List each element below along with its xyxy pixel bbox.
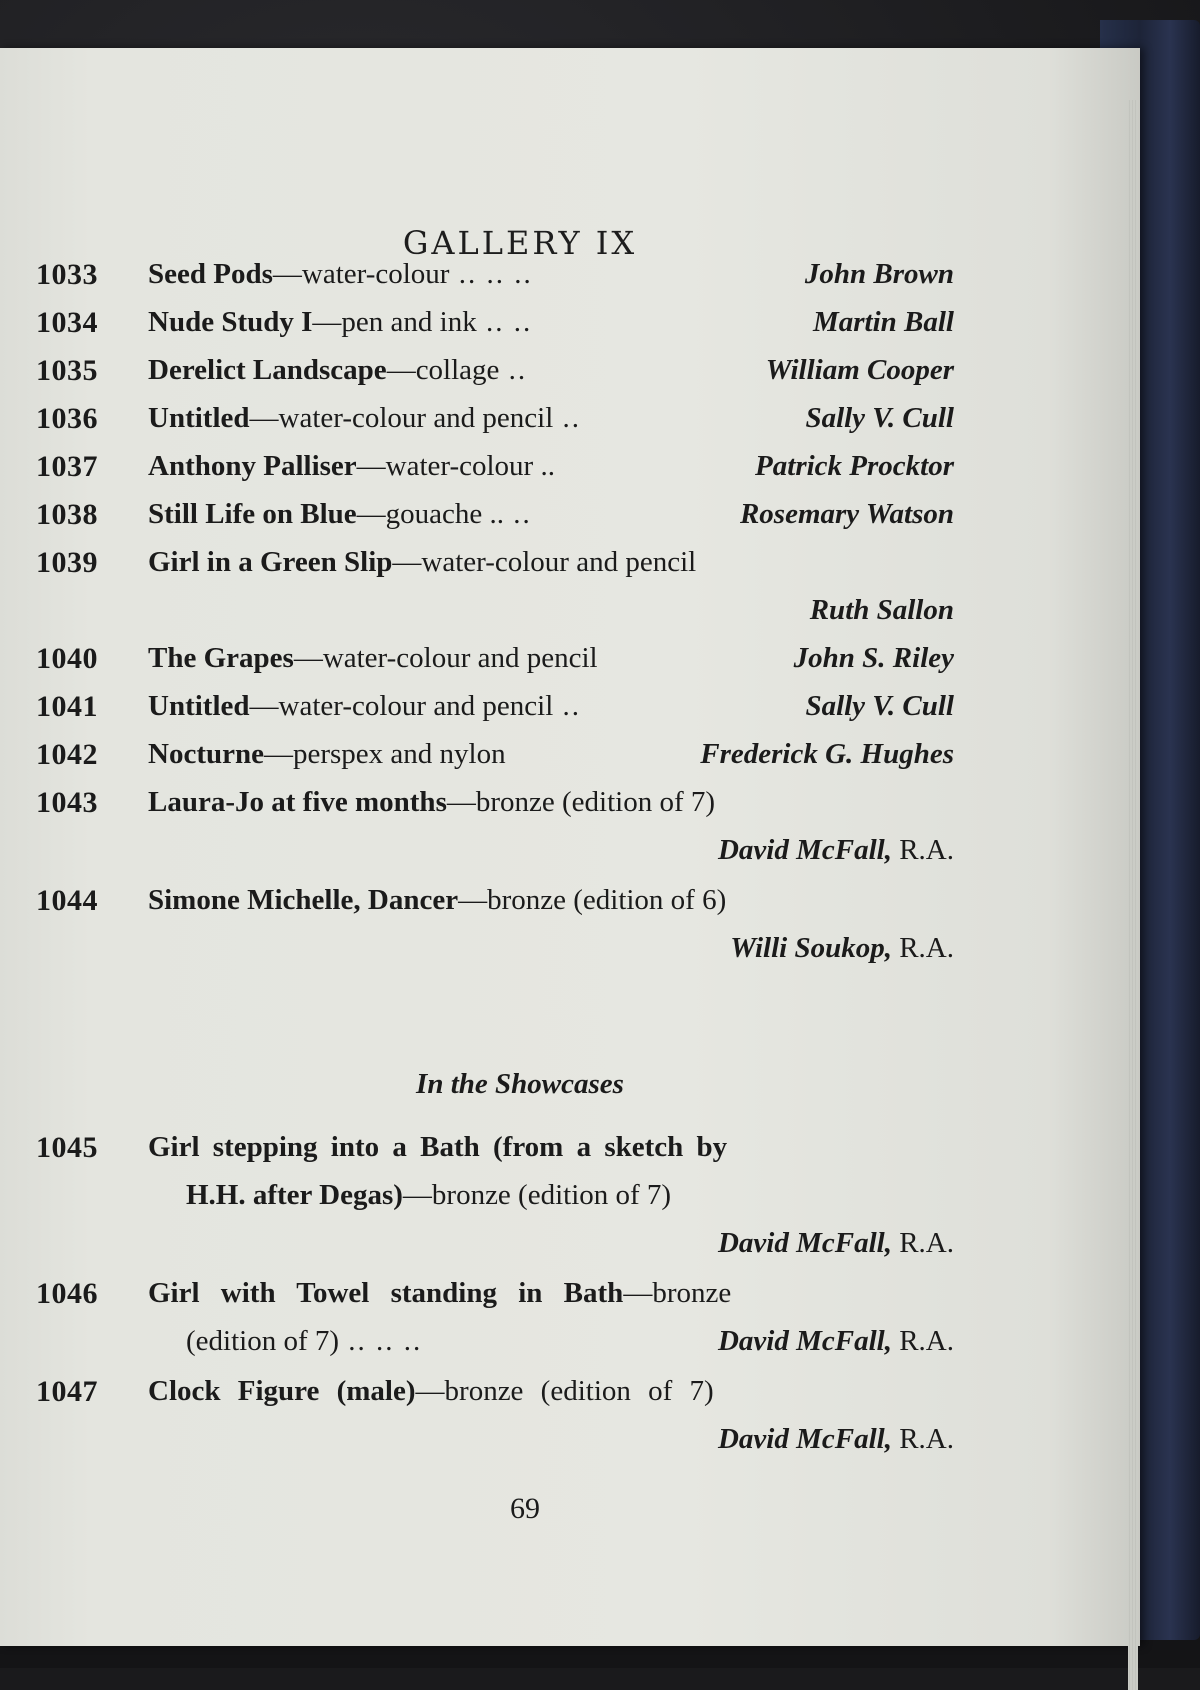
entry-artist xyxy=(730,932,954,965)
entry-line xyxy=(148,884,726,917)
entry-leaders: .. xyxy=(553,690,582,722)
entry-medium: —water-colour and pencil xyxy=(249,690,554,722)
entry-line xyxy=(148,1277,731,1310)
entry-line-continued xyxy=(186,1325,422,1358)
entry-leaders: .. xyxy=(553,402,582,434)
entry-artist: Patrick Procktor xyxy=(755,450,954,482)
entry-line xyxy=(148,1375,714,1408)
entry-leaders: .. .. .. xyxy=(339,1325,423,1357)
entry-number: 1035 xyxy=(36,354,98,387)
entry-artist: Sally V. Cull xyxy=(805,690,954,722)
entry-artist: Martin Ball xyxy=(812,306,954,338)
entry-edition: (edition of 7) xyxy=(186,1325,340,1357)
entry-medium: —water-colour xyxy=(272,258,450,290)
entry-line xyxy=(148,690,581,723)
entry-line xyxy=(148,786,715,819)
entry-line xyxy=(148,258,533,291)
entry-number: 1040 xyxy=(36,642,98,675)
entry-title: Girl stepping into a Bath (from a sketch by xyxy=(148,1131,728,1163)
artist-name: David McFall, xyxy=(717,1325,892,1357)
entry-title: Laura-Jo at five months xyxy=(148,786,447,818)
entry-leaders: .. xyxy=(499,354,528,386)
entry-line xyxy=(148,546,696,579)
artist-name: Willi Soukop, xyxy=(730,932,892,964)
entry-line xyxy=(148,1131,727,1164)
artist-honour: R.A. xyxy=(891,1325,954,1357)
entry-medium: —bronze (edition of 7) xyxy=(415,1375,714,1407)
entry-leaders: .. .. .. xyxy=(449,258,533,290)
entry-artist: Ruth Sallon xyxy=(809,594,954,626)
entry-title: Nude Study I xyxy=(148,306,313,338)
section-heading: In the Showcases xyxy=(416,1068,624,1100)
entry-medium: —bronze (edition of 7) xyxy=(402,1179,672,1211)
entry-title: Seed Pods xyxy=(148,258,273,290)
entry-medium: —water-colour .. xyxy=(356,450,555,482)
entry-title: Simone Michelle, Dancer xyxy=(148,884,459,916)
entry-medium: —bronze xyxy=(623,1277,732,1309)
entry-medium: —water-colour and pencil xyxy=(293,642,598,674)
artist-honour: R.A. xyxy=(891,932,954,964)
page-title: GALLERY IX xyxy=(402,224,638,262)
entry-medium: —water-colour and pencil xyxy=(249,402,554,434)
entry-line xyxy=(148,402,581,435)
entry-title: Nocturne xyxy=(148,738,264,770)
entry-number: 1039 xyxy=(36,546,98,579)
entry-number: 1047 xyxy=(36,1375,98,1408)
entry-number: 1036 xyxy=(36,402,98,435)
entry-title: Still Life on Blue xyxy=(148,498,357,530)
artist-honour: R.A. xyxy=(891,1423,954,1455)
entry-artist xyxy=(718,834,954,867)
entry-line xyxy=(148,738,506,771)
entry-title: Clock Figure (male) xyxy=(148,1375,416,1407)
page-number: 69 xyxy=(510,1492,540,1525)
entry-artist xyxy=(718,1227,954,1260)
entry-line xyxy=(148,450,555,483)
entry-title: The Grapes xyxy=(148,642,294,674)
entry-number: 1044 xyxy=(36,884,98,917)
entry-title: Girl in a Green Slip xyxy=(148,546,393,578)
entry-artist: Sally V. Cull xyxy=(805,402,954,434)
artist-name: David McFall, xyxy=(717,834,892,866)
book-page xyxy=(0,48,1140,1646)
entry-number: 1033 xyxy=(36,258,98,291)
artist-honour: R.A. xyxy=(891,1227,954,1259)
entry-title: Girl with Towel standing in Bath xyxy=(148,1277,624,1309)
entry-line xyxy=(148,354,527,387)
entry-line xyxy=(148,642,598,675)
artist-name: David McFall, xyxy=(717,1227,892,1259)
entry-medium: —pen and ink xyxy=(312,306,477,338)
entry-medium: —gouache .. xyxy=(356,498,505,530)
entry-leaders: .. xyxy=(504,498,532,530)
entry-title: Untitled xyxy=(148,402,250,434)
entry-title: Derelict Landscape xyxy=(148,354,387,386)
entry-medium: —bronze (edition of 6) xyxy=(458,884,727,916)
entry-artist: William Cooper xyxy=(765,354,954,386)
entry-line xyxy=(148,498,532,531)
entry-title: Untitled xyxy=(148,690,250,722)
entry-artist xyxy=(718,1423,954,1456)
entry-number: 1041 xyxy=(36,690,98,723)
artist-honour: R.A. xyxy=(891,834,954,866)
entry-number: 1043 xyxy=(36,786,98,819)
entry-medium: —water-colour and pencil xyxy=(392,546,697,578)
entry-number: 1038 xyxy=(36,498,98,531)
entry-medium: —bronze (edition of 7) xyxy=(446,786,716,818)
entry-line xyxy=(148,306,532,339)
entry-artist: Rosemary Watson xyxy=(739,498,954,530)
entry-leaders: .. .. xyxy=(476,306,533,338)
artist-name: David McFall, xyxy=(717,1423,892,1455)
page-edge xyxy=(1128,100,1138,1690)
entry-number: 1042 xyxy=(36,738,98,771)
entry-line-continued xyxy=(186,1179,671,1212)
entry-number: 1045 xyxy=(36,1131,98,1164)
entry-artist xyxy=(718,1325,954,1358)
entry-number: 1046 xyxy=(36,1277,98,1310)
entry-title: Anthony Palliser xyxy=(148,450,357,482)
entry-medium: —collage xyxy=(386,354,500,386)
entry-medium: —perspex and nylon xyxy=(263,738,506,770)
entry-number: 1037 xyxy=(36,450,98,483)
entry-artist: Frederick G. Hughes xyxy=(700,738,954,770)
entry-title-continued: H.H. after Degas) xyxy=(186,1179,403,1211)
entry-artist: John S. Riley xyxy=(793,642,954,674)
entry-artist: John Brown xyxy=(804,258,954,290)
entry-number: 1034 xyxy=(36,306,98,339)
